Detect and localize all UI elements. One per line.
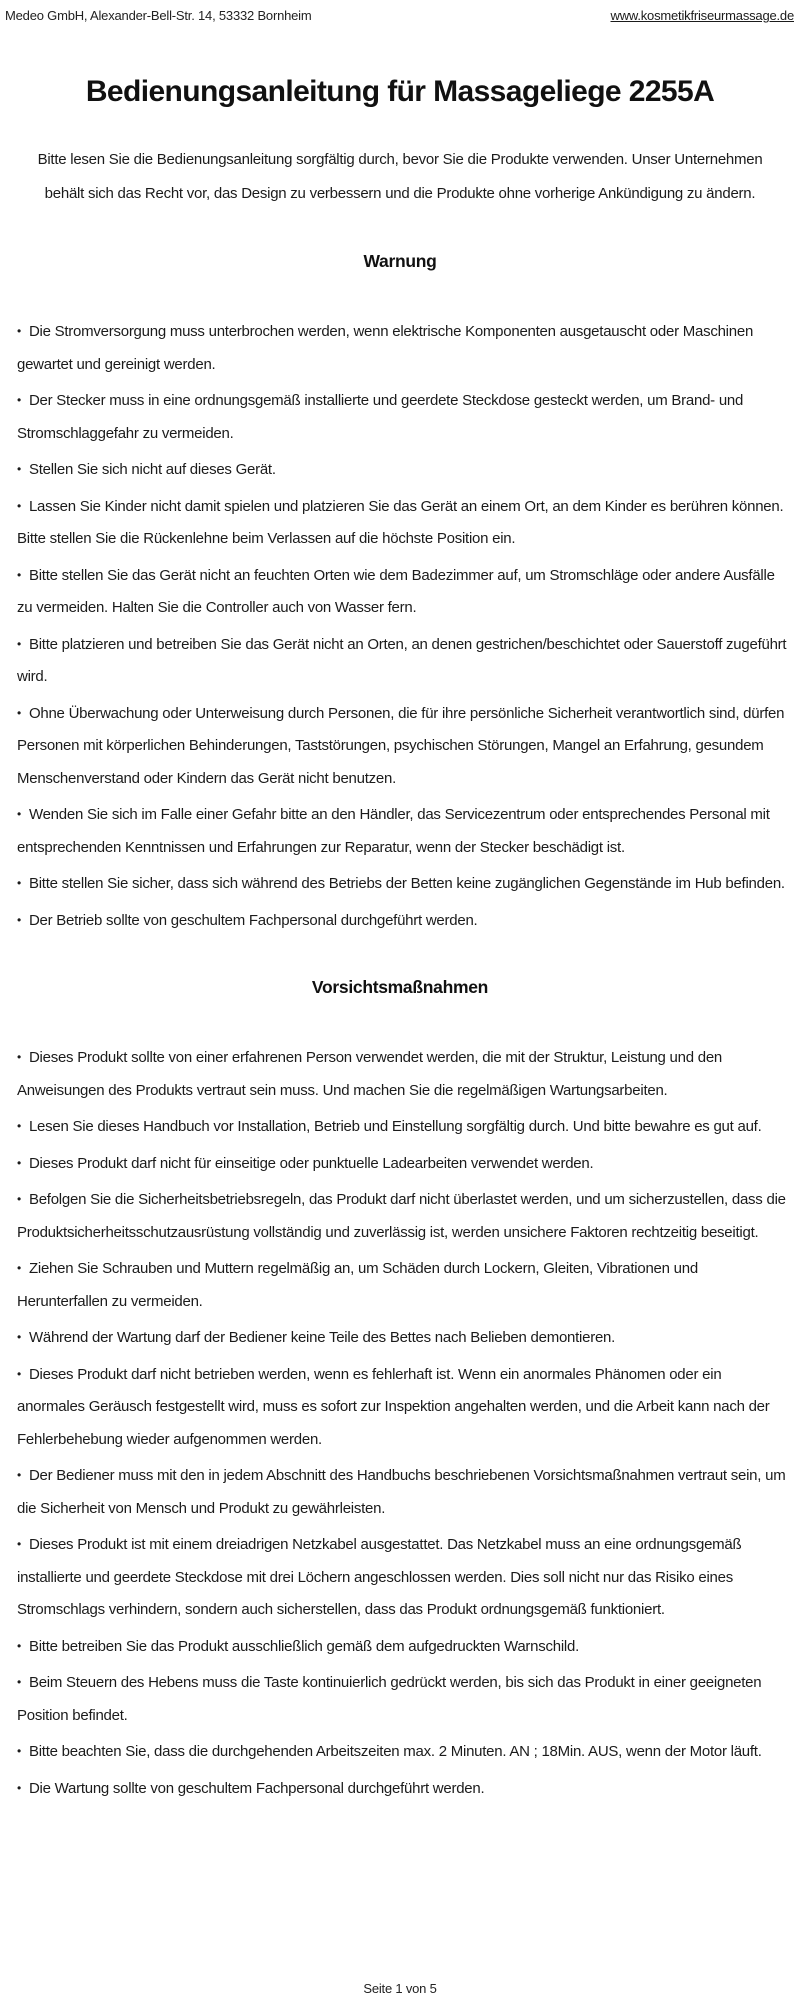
list-item-text: Dieses Produkt ist mit einem dreiadrigen Netzkabel ausgestattet. Das Netzkabel muss an eine ordnungsgemäß installierte und geerdete Steckdose mit drei Löchern angeschlossen werden. Dies soll nicht nur das Risiko eines Stromschlags verhindern, sondern auch sicherstellen, dass das Produkt ordnungsgemäß funktioniert. bbox=[17, 1536, 742, 1618]
list-item-text: Lesen Sie dieses Handbuch vor Installation, Betrieb und Einstellung sorgfältig durch. Und bitte bewahre es gut auf. bbox=[28, 1118, 762, 1135]
list-item bbox=[8, 1183, 790, 1249]
intro-paragraph: Bitte lesen Sie die Bedienungsanleitung sorgfältig durch, bevor Sie die Produkte verwenden. Unser Unternehmen behält sich das Recht vor, das Design zu verbessern und die Produkte ohne vorherige Ankündigung zu ändern. bbox=[37, 151, 763, 202]
list-item bbox=[8, 1110, 790, 1144]
website-link[interactable]: www.kosmetikfriseurmassage.de bbox=[610, 8, 794, 23]
bullet-icon: • bbox=[17, 1780, 21, 1795]
list-item-text: Der Stecker muss in eine ordnungsgemäß installierte und geerdete Steckdose gesteckt werden, um Brand- und Stromschlaggefahr zu vermeiden. bbox=[17, 392, 744, 442]
bullet-icon: • bbox=[17, 567, 21, 582]
list-item bbox=[8, 384, 790, 450]
bullet-icon: • bbox=[17, 393, 21, 407]
warning-list bbox=[8, 315, 790, 937]
list-item-text: Befolgen Sie die Sicherheitsbetriebsregeln, das Produkt darf nicht überlastet werden, und um sicherzustellen, dass die Produktsicherheitsschutzausrüstung vollständig und zuverlässig ist, werden unsichere Faktoren rechtzeitig beseitigt. bbox=[17, 1191, 786, 1241]
list-item-text: Bitte betreiben Sie das Produkt ausschließlich gemäß dem aufgedruckten Warnschild. bbox=[28, 1637, 580, 1655]
list-item-text: Bitte stellen Sie das Gerät nicht an feuchten Orten wie dem Badezimmer auf, um Stromschläge oder andere Ausfälle zu vermeiden. Halten Sie die Controller auch von Wasser fern. bbox=[17, 566, 775, 616]
list-item-text: Bitte platzieren und betreiben Sie das Gerät nicht an Orten, an denen gestrichen/beschichtet oder Sauerstoff zugeführt wird. bbox=[17, 635, 787, 685]
bullet-icon: • bbox=[17, 1744, 21, 1758]
bullet-icon: • bbox=[17, 1468, 21, 1482]
document-header bbox=[0, 0, 800, 23]
bullet-icon: • bbox=[17, 462, 21, 476]
bullet-icon: • bbox=[17, 876, 21, 890]
company-address: Medeo GmbH, Alexander-Bell-Str. 14, 53332 Bornheim bbox=[5, 8, 312, 23]
list-item-text: Der Betrieb sollte von geschultem Fachpersonal durchgeführt werden. bbox=[28, 911, 478, 929]
list-item-text: Dieses Produkt sollte von einer erfahrenen Person verwendet werden, die mit der Struktur, Leistung und den Anweisungen des Produkts vertraut sein muss. Und machen Sie die regelmäßigen Wartungsarbeiten. bbox=[17, 1049, 723, 1099]
list-item-text: Lassen Sie Kinder nicht damit spielen und platzieren Sie das Gerät an einem Ort, an dem Kinder es berühren können. Bitte stellen Sie die Rückenlehne beim Verlassen auf die höchste Position ein. bbox=[17, 497, 784, 547]
bullet-icon: • bbox=[17, 912, 21, 927]
list-item-text: Bitte stellen Sie sicher, dass sich während des Betriebs der Betten keine zugänglichen Gegenstände im Hub befinden. bbox=[28, 875, 785, 892]
section-heading-vorsichtsmassnahmen: Vorsichtsmaßnahmen bbox=[311, 977, 489, 997]
bullet-icon: • bbox=[17, 1675, 21, 1689]
list-item bbox=[8, 315, 790, 381]
page-number: Seite 1 von 5 bbox=[363, 1981, 437, 1996]
bullet-icon: • bbox=[17, 807, 21, 821]
list-item bbox=[8, 697, 790, 796]
list-item-text: Während der Wartung darf der Bediener keine Teile des Bettes nach Belieben demontieren. bbox=[28, 1329, 616, 1346]
bullet-icon: • bbox=[17, 1366, 21, 1381]
section-heading-warnung: Warnung bbox=[363, 251, 437, 271]
list-item bbox=[8, 798, 790, 864]
bullet-icon: • bbox=[17, 636, 21, 651]
list-item-text: Ohne Überwachung oder Unterweisung durch Personen, die für ihre persönliche Sicherheit verantwortlich sind, dürfen Personen mit körperlichen Behinderungen, Taststörungen, psychischen Störungen, Mangel an Erfahrung, gesundem Menschenverstand oder Kindern das Gerät nicht benutzen. bbox=[17, 704, 785, 787]
bullet-icon: • bbox=[17, 705, 21, 720]
bullet-icon: • bbox=[17, 324, 21, 338]
list-item bbox=[8, 1321, 790, 1355]
list-item bbox=[8, 1041, 790, 1107]
list-item bbox=[8, 1358, 790, 1457]
bullet-icon: • bbox=[17, 1261, 21, 1275]
list-item bbox=[8, 1735, 790, 1769]
list-item-text: Stellen Sie sich nicht auf dieses Gerät. bbox=[28, 461, 276, 478]
list-item bbox=[8, 453, 790, 487]
list-item bbox=[8, 1459, 790, 1525]
bullet-icon: • bbox=[17, 1330, 21, 1344]
list-item-text: Ziehen Sie Schrauben und Muttern regelmäßig an, um Schäden durch Lockern, Gleiten, Vibrationen und Herunterfallen zu vermeiden. bbox=[17, 1260, 698, 1310]
list-item bbox=[8, 1666, 790, 1732]
precaution-list bbox=[8, 1041, 790, 1805]
list-item-text: Dieses Produkt darf nicht für einseitige oder punktuelle Ladearbeiten verwendet werden. bbox=[28, 1154, 594, 1172]
list-item bbox=[8, 490, 790, 556]
list-item bbox=[8, 1528, 790, 1627]
list-item-text: Dieses Produkt darf nicht betrieben werden, wenn es fehlerhaft ist. Wenn ein anormales Phänomen oder ein anormales Geräusch festgestellt wird, muss es sofort zur Inspektion angehalten werden, und die Arbeit kann nach der Fehlerbehebung wieder aufgenommen werden. bbox=[17, 1365, 770, 1448]
bullet-icon: • bbox=[17, 1050, 21, 1064]
list-item bbox=[8, 1772, 790, 1806]
list-item bbox=[8, 1252, 790, 1318]
list-item bbox=[8, 559, 790, 625]
list-item-text: Bitte beachten Sie, dass die durchgehenden Arbeitszeiten max. 2 Minuten. AN ; 18Min. AUS, wenn der Motor läuft. bbox=[28, 1743, 762, 1760]
list-item bbox=[8, 628, 790, 694]
list-item bbox=[8, 1630, 790, 1664]
list-item-text: Die Stromversorgung muss unterbrochen werden, wenn elektrische Komponenten ausgetauscht oder Maschinen gewartet und gereinigt werden. bbox=[17, 323, 754, 373]
list-item-text: Die Wartung sollte von geschultem Fachpersonal durchgeführt werden. bbox=[28, 1779, 485, 1797]
bullet-icon: • bbox=[17, 1192, 21, 1206]
list-item bbox=[8, 867, 790, 901]
list-item-text: Wenden Sie sich im Falle einer Gefahr bitte an den Händler, das Servicezentrum oder entsprechendes Personal mit entsprechenden Kenntnissen und Erfahrungen zur Reparatur, wenn der Stecker beschädigt ist. bbox=[17, 806, 770, 856]
bullet-icon: • bbox=[17, 1638, 21, 1653]
bullet-icon: • bbox=[17, 1537, 21, 1551]
bullet-icon: • bbox=[17, 1155, 21, 1170]
list-item-text: Beim Steuern des Hebens muss die Taste kontinuierlich gedrückt werden, bis sich das Produkt in einer geeigneten Position befindet. bbox=[17, 1674, 762, 1724]
list-item bbox=[8, 1147, 790, 1181]
bullet-icon: • bbox=[17, 1119, 21, 1133]
list-item-text: Der Bediener muss mit den in jedem Abschnitt des Handbuchs beschriebenen Vorsichtsmaßnahmen vertraut sein, um die Sicherheit von Mensch und Produkt zu gewährleisten. bbox=[17, 1467, 786, 1517]
page-footer bbox=[0, 1981, 800, 1996]
bullet-icon: • bbox=[17, 498, 21, 513]
page-title: Bedienungsanleitung für Massageliege 2255A bbox=[85, 75, 715, 108]
list-item bbox=[8, 904, 790, 938]
